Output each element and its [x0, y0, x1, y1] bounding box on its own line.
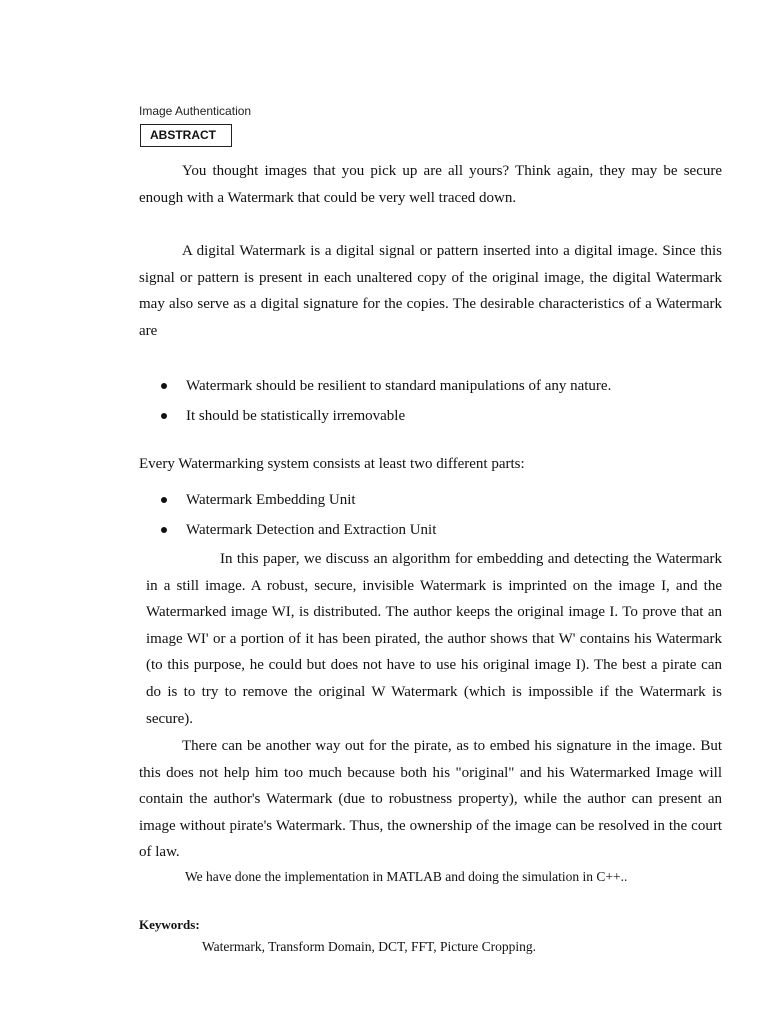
pirate-paragraph: There can be another way out for the pirate, as to embed his signature in the image. But this does not help him too much because both his "original" and his Watermarked Image will contain the author's Watermark (due to robustness property), while the author can present an image without pirate's Watermark. Thus, the ownership of the image can be resolved in the court of law.: [139, 738, 722, 861]
list-item: [139, 485, 436, 515]
list-item-text: Watermark Embedding Unit: [186, 492, 356, 508]
characteristics-list: [139, 371, 611, 431]
list-item-text: It should be statistically irremovable: [186, 408, 406, 424]
algorithm-paragraph: In this paper, we discuss an algorithm for embedding and detecting the Watermark in a still image. A robust, secure, invisible Watermark is imprinted on the image I, and the Watermarked image WI, is distributed. The author keeps the original image I. To prove that an image WI' or a portion of it has been pirated, the author shows that W' contains his Watermark (to this purpose, he could but does not have to use his original image I). The best a pirate can do is to try to remove the original W Watermark (which is impossible if the Watermark is secure).: [146, 551, 722, 727]
keywords-list: Watermark, Transform Domain, DCT, FFT, Picture Cropping.: [202, 939, 537, 954]
parts-list: [139, 485, 436, 545]
bullet-icon: [161, 383, 167, 389]
list-item: [139, 401, 611, 431]
abstract-heading-box: ABSTRACT: [140, 124, 232, 147]
bullet-icon: [161, 527, 167, 533]
list-item: [139, 371, 611, 401]
system-parts-paragraph: Every Watermarking system consists at least two different parts:: [139, 456, 525, 472]
document-header-label: Image Authentication: [139, 104, 252, 118]
bullet-icon: [161, 497, 167, 503]
list-item: [139, 515, 436, 545]
bullet-icon: [161, 413, 167, 419]
implementation-note: We have done the implementation in MATLAB and doing the simulation in C++..: [185, 869, 628, 884]
intro-paragraph: You thought images that you pick up are all yours? Think again, they may be secure enough with a Watermark that could be very well traced down.: [139, 163, 722, 206]
keywords-heading: Keywords:: [139, 917, 200, 932]
definition-paragraph: A digital Watermark is a digital signal or pattern inserted into a digital image. Since this signal or pattern is present in each unaltered copy of the original image, the digital Watermark may also serve as a digital signature for the copies. The desirable characteristics of a Watermark are: [139, 243, 722, 339]
list-item-text: Watermark should be resilient to standard manipulations of any nature.: [186, 378, 612, 394]
list-item-text: Watermark Detection and Extraction Unit: [186, 522, 437, 538]
